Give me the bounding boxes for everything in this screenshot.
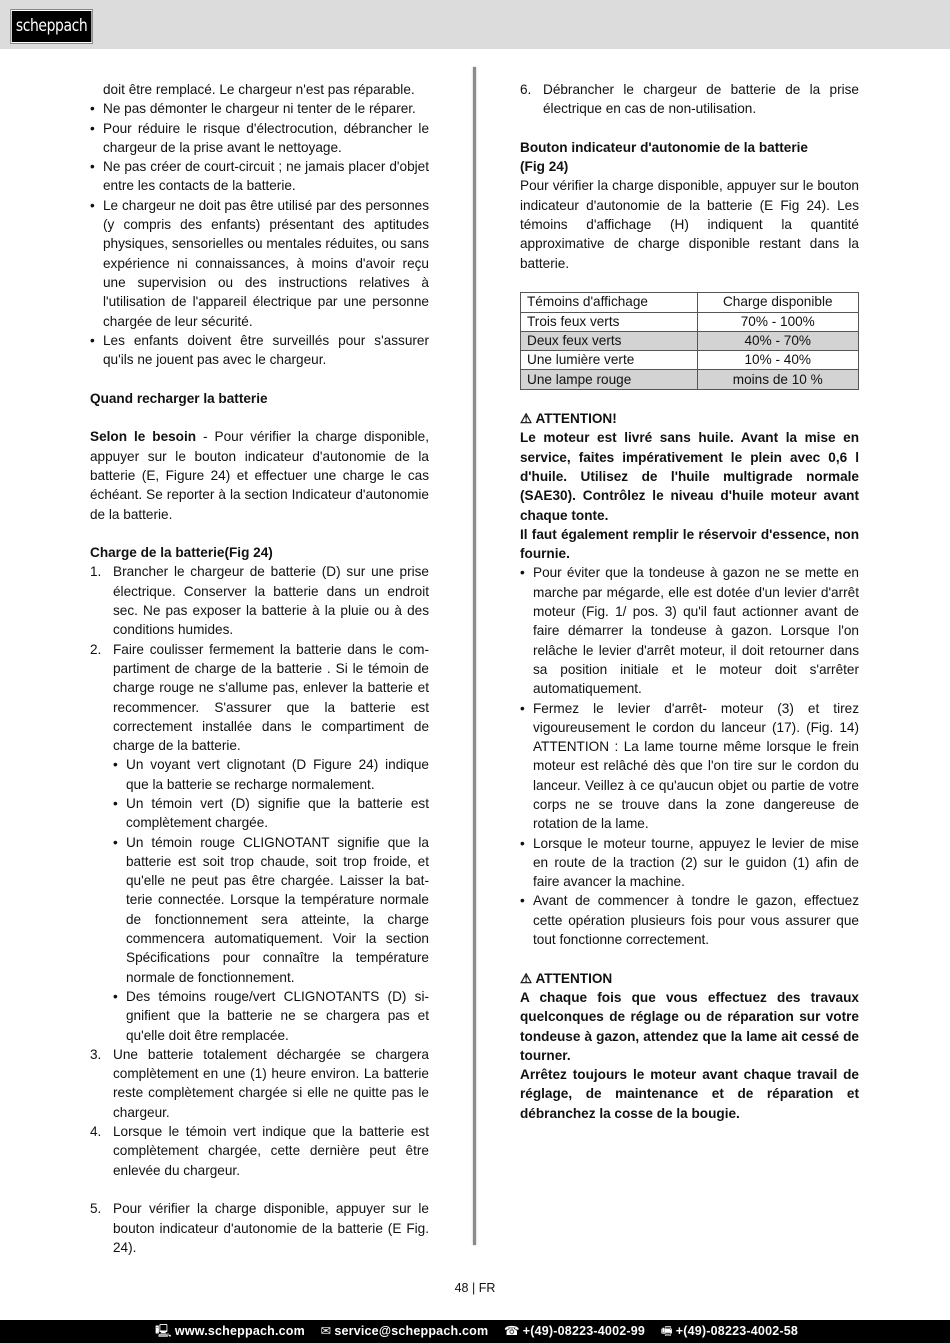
list-item: • Un témoin rouge CLIGNOTANT signifie que la batterie est soit trop chaude, soit trop froide, et qu'elle ne peut pas être chargée. Laisser la batterie connectée. Lorsque la température normale de fonctionnement sera atteinte, la charge commencera automatiquement. Voir la section Spécifications pour connaître la température normale de fonctionnement. bbox=[113, 833, 429, 987]
warning-text: Le moteur est livré sans huile. Avant la mise en service, faites impérativement le plein avec 0,6 l d'huile. Utilisez de l'huile multigrade normale (SAE30). Contrôlez le niveau d'huile moteur avant chaque tonte. bbox=[520, 430, 859, 523]
list-item bbox=[90, 1122, 429, 1180]
list-item bbox=[90, 1199, 429, 1257]
list-item: • Un voyant vert clignotant (D Figure 24) indique que la batterie se recharge normalement. bbox=[113, 755, 429, 794]
warning-title: ATTENTION! bbox=[535, 411, 617, 427]
step-number: 1. bbox=[90, 564, 102, 580]
list-item: • Lorsque le moteur tourne, appuyez le levier de mise en route de la traction (2) sur le guidon (1) afin de faire avancer la machine. bbox=[520, 834, 859, 892]
list-item: • Des témoins rouge/vert CLIGNOTANTS (D) signifient que la batterie ne se chargera pas et qu'elle doit être remplacée. bbox=[113, 987, 429, 1045]
warning-text: A chaque fois que vous effectuez des travaux quelconques de réglage ou de réparation sur votre tondeuse à gazon, attendez que la lame ait cessé de tourner. bbox=[520, 989, 859, 1063]
step-text: Brancher le chargeur de batterie (D) sur une prise électrique. Conserver la batterie dans un endroit sec. Ne pas exposer la batterie à la pluie ou à des conditions humides. bbox=[113, 564, 429, 638]
scheppach-logo: scheppach bbox=[11, 10, 92, 43]
start-bullet-list bbox=[520, 563, 859, 949]
email-link[interactable]: service@scheppach.com bbox=[334, 1324, 489, 1338]
list-item: • Ne pas créer de court-circuit ; ne jamais placer d'objet entre les contacts de la batterie. bbox=[90, 157, 429, 196]
step-text: Une batterie totalement déchargée se chargera complètement en une (1) heure environ. La batterie reste complètement chargée si elle ne quitte pas le chargeur. bbox=[113, 1046, 429, 1120]
paragraph-continuation: doit être remplacé. Le chargeur n'est pas réparable. bbox=[103, 82, 415, 97]
charging-steps-continued bbox=[90, 1199, 429, 1257]
list-item: • Les enfants doivent être surveillés pour s'assurer qu'ils ne jouent pas avec le chargeur. bbox=[90, 331, 429, 370]
safety-bullet-list bbox=[90, 99, 429, 369]
table-cell: Une lumière verte bbox=[521, 351, 698, 370]
section-heading-charging: Charge de la batterie(Fig 24) bbox=[90, 545, 273, 561]
step-number: 2. bbox=[90, 641, 102, 657]
step-number: 5. bbox=[90, 1201, 102, 1217]
step-text: Faire coulisser fermement la batterie dans le compartiment de charge de la batterie . Si le témoin de charge rouge ne s'allume pas, enlever la batterie et recommencer. S'assurer que la batterie est correctement installée dans le compartiment de charge de la batterie. bbox=[113, 641, 429, 754]
table-cell: Trois feux verts bbox=[521, 312, 698, 331]
charge-indicator-table bbox=[520, 292, 859, 389]
step-number: 3. bbox=[90, 1046, 102, 1062]
warning-triangle-icon: ⚠ bbox=[520, 970, 533, 986]
fax-number: +(49)-08223-4002-58 bbox=[675, 1324, 799, 1338]
table-row bbox=[521, 312, 859, 331]
table-cell: moins de 10 % bbox=[697, 370, 859, 389]
warning-title: ATTENTION bbox=[535, 970, 613, 986]
step-text: Lorsque le témoin vert indique que la batterie est complètement chargée, cette dernière peut être enlevée du chargeur. bbox=[113, 1124, 429, 1178]
list-item: • Le chargeur ne doit pas être utilisé par des personnes (y compris des enfants) présentant des aptitudes physiques, sensorielles ou mentales réduites, ou sans expérience ni connaissances, à moins d'avoir reçu une supervision ou des instructions relatives à l'utilisation de l'appareil électrique par une personne chargée de leur sécurité. bbox=[90, 196, 429, 331]
table-cell: Deux feux verts bbox=[521, 331, 698, 350]
table-cell: 70% - 100% bbox=[697, 312, 859, 331]
indicator-paragraph: Pour vérifier la charge disponible, appuyer sur le bouton indicateur d'autonomie de la batterie (E Fig 24). Les témoins d'affichage (H) indiquent la quantité approximative de charge disponible restant dans la batterie. bbox=[520, 178, 859, 271]
website-link[interactable]: www.scheppach.com bbox=[174, 1324, 305, 1338]
footer-email[interactable] bbox=[321, 1324, 489, 1338]
column-divider bbox=[473, 67, 476, 1245]
as-needed-label: Selon le besoin bbox=[90, 429, 197, 445]
section-heading-when-recharge: Quand recharger la batterie bbox=[90, 390, 268, 406]
page-number: 48 | FR bbox=[454, 1281, 496, 1295]
computer-icon: 🖳 bbox=[155, 1324, 172, 1338]
list-item: • Pour éviter que la tondeuse à gazon ne se mette en marche par mégarde, elle est dotée d'un levier d'arrêt moteur (Fig. 1/ pos. 3) qu'il faut actionner avant de faire démarrer la tondeuse à gazon. Lorsque l'on relâche le levier d'arrêt moteur, il doit retourner dans sa position initiale et le moteur doit s'arrêter automatiquement. bbox=[520, 563, 859, 698]
list-item: • Avant de commencer à tondre le gazon, effectuez cette opération plusieurs fois pour vous assurer que tout fonctionne correctement. bbox=[520, 891, 859, 949]
phone-number: +(49)-08223-4002-99 bbox=[522, 1324, 646, 1338]
as-needed-paragraph bbox=[90, 427, 429, 523]
step-text: Pour vérifier la charge disponible, appuyer sur le bouton indicateur d'autonomie de la batterie (E Fig. 24). bbox=[113, 1201, 429, 1255]
table-row bbox=[521, 331, 859, 350]
warning-heading-2 bbox=[520, 969, 859, 988]
charging-steps-right bbox=[520, 80, 859, 119]
list-item bbox=[90, 640, 429, 1045]
fax-icon: 🖷 bbox=[660, 1324, 673, 1338]
phone-icon: ☎ bbox=[503, 1324, 520, 1338]
section-heading-indicator: Bouton indicateur d'autonomie de la batterie bbox=[520, 139, 808, 155]
as-needed-text: - Pour vérifier la charge disponible, appuyer sur le bouton indicateur d'autonomie de la batterie (E, Figure 24) et effectuer une charge le cas échéant. Se reporter à la section Indicateur d'autonomie de la batterie. bbox=[90, 429, 429, 522]
step-text: Débrancher le chargeur de batterie de la prise électrique en cas de non-utilisation. bbox=[543, 82, 859, 117]
table-cell: 10% - 40% bbox=[697, 351, 859, 370]
table-row bbox=[521, 370, 859, 389]
list-item bbox=[520, 80, 859, 119]
list-item: • Ne pas démonter le chargeur ni tenter de le réparer. bbox=[90, 99, 429, 118]
list-item bbox=[90, 562, 429, 639]
table-cell: 40% - 70% bbox=[697, 331, 859, 350]
right-column bbox=[520, 80, 859, 1123]
warning-triangle-icon: ⚠ bbox=[520, 411, 533, 427]
table-header-cell: Témoins d'affichage bbox=[521, 293, 698, 312]
list-item: • Un témoin vert (D) signifie que la batterie est complètement chargée. bbox=[113, 794, 429, 833]
footer-fax bbox=[661, 1324, 798, 1338]
list-item: • Fermez le levier d'arrêt- moteur (3) et tirez vigoureusement le cordon du lanceur (17). (Fig. 14) ATTENTION : La lame tourne même lorsque le frein moteur est relâché dès que l'on tire sur le cordon du lanceur. Veillez à ce qu'aucun objet ou partie de votre corps ne se trouve dans la zone dangereuse de rotation de la lame. bbox=[520, 699, 859, 834]
mail-icon: ✉ bbox=[320, 1324, 332, 1338]
footer-website[interactable] bbox=[155, 1324, 305, 1338]
step-number: 4. bbox=[90, 1124, 102, 1140]
step2-subbullets bbox=[113, 755, 429, 1044]
warning-text: Il faut également remplir le réservoir d'essence, non fournie. bbox=[520, 526, 859, 562]
table-cell: Une lampe rouge bbox=[521, 370, 698, 389]
warning-text: Arrêtez toujours le moteur avant chaque travail de réglage, de maintenance et de réparation et débranchez la cosse de la bougie. bbox=[520, 1067, 859, 1121]
step-number: 6. bbox=[520, 82, 532, 97]
section-heading-indicator-fig: (Fig 24) bbox=[520, 159, 569, 175]
charging-steps bbox=[90, 562, 429, 1180]
header-bar bbox=[0, 0, 950, 49]
warning-heading-1 bbox=[520, 409, 859, 428]
table-row bbox=[521, 351, 859, 370]
left-column bbox=[90, 80, 429, 1257]
table-header-row bbox=[521, 293, 859, 312]
footer-bar bbox=[0, 1320, 950, 1343]
table-header-cell: Charge disponible bbox=[697, 293, 859, 312]
list-item bbox=[90, 1045, 429, 1122]
footer-phone bbox=[504, 1324, 645, 1338]
list-item: • Pour réduire le risque d'électrocution, débrancher le chargeur de la prise avant le nettoyage. bbox=[90, 119, 429, 158]
